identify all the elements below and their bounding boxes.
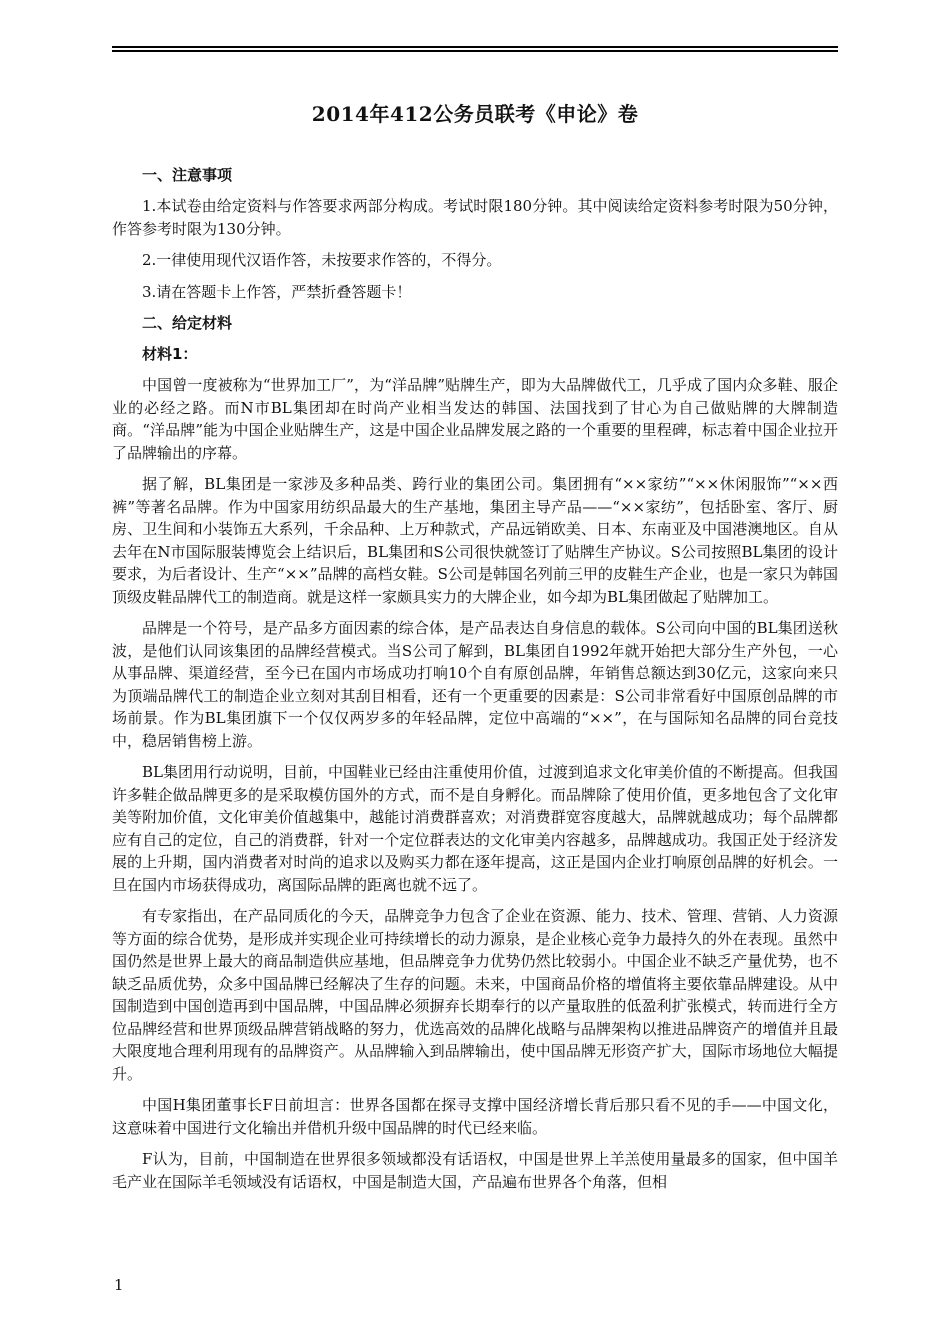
material-paragraph: 中国H集团董事长F日前坦言：世界各国都在探寻支撑中国经济增长背后那只看不见的手——中国文化，这意味着中国进行文化输出并借机升级中国品牌的时代已经来临。 [112,1096,838,1137]
document-title: 2014年412公务员联考《申论》卷 [311,102,639,126]
note-item: 1.本试卷由给定资料与作答要求两部分构成。考试时限180分钟。其中阅读给定资料参考时限为50分钟，作答参考时限为130分钟。 [112,197,838,238]
document-body [112,164,838,1202]
material-paragraph: 中国曾一度被称为“世界加工厂”，为“洋品牌”贴牌生产，即为大品牌做代工，几乎成了国内众多鞋、服企业的必经之路。而N市BL集团却在时尚产业相当发达的韩国、法国找到了甘心为自己做贴牌的大牌制造商。“洋品牌”能为中国企业贴牌生产，这是中国企业品牌发展之路的一个重要的里程碑，标志着中国企业拉开了品牌输出的序幕。 [112,376,838,462]
note-item: 2.一律使用现代汉语作答，未按要求作答的，不得分。 [142,251,502,269]
header-double-rule [112,46,838,52]
section-heading-notes: 一、注意事项 [142,166,233,184]
note-item: 3.请在答题卡上作答，严禁折叠答题卡！ [142,282,412,301]
material-paragraph: 有专家指出，在产品同质化的今天，品牌竞争力包含了企业在资源、能力、技术、管理、营销、人力资源等方面的综合优势，是形成并实现企业可持续增长的动力源泉，是企业核心竞争力最持久的外在表现。虽然中国仍然是世界上最大的商品制造供应基地，但品牌竞争力优势仍然比较弱小。中国企业不缺乏产量优势，也不缺乏品质优势，众多中国品牌已经解决了生存的问题。未来，中国商品价格的增值将主要依靠品牌建设。从中国制造到中国创造再到中国品牌，中国品牌必须摒弃长期奉行的以产量取胜的低盈利扩张模式，转而进行全方位品牌经营和世界顶级品牌营销战略的努力，优选高效的品牌化战略与品牌架构以推进品牌资产的增值并且最大限度地合理利用现有的品牌资产。从品牌输入到品牌输出，使中国品牌无形资产扩大，国际市场地位大幅提升。 [112,907,838,1083]
page-number: 1 [114,1276,124,1294]
material-label: 材料1： [142,345,198,363]
section-heading-materials: 二、给定材料 [142,314,233,332]
material-paragraph: BL集团用行动说明，目前，中国鞋业已经由注重使用价值，过渡到追求文化审美价值的不断提高。但我国许多鞋企做品牌更多的是采取模仿国外的方式，而不是自身孵化。而品牌除了使用价值，更多地包含了文化审美等附加价值，文化审美价值越集中，越能讨消费群喜欢；对消费群宽容度越大，品牌就越成功；每个品牌都应有自己的定位，自己的消费群，针对一个定位群表达的文化审美内容越多，品牌越成功。我国正处于经济发展的上升期，国内消费者对时尚的追求以及购买力都在逐年提高，这正是国内企业打响原创品牌的好机会。一旦在国内市场获得成功，离国际品牌的距离也就不远了。 [112,763,838,894]
material-paragraph: 品牌是一个符号，是产品多方面因素的综合体，是产品表达自身信息的载体。S公司向中国的BL集团送秋波，是他们认同该集团的品牌经营模式。当S公司了解到，BL集团自1992年就开始把大部分生产外包，一心从事品牌、渠道经营，至今已在国内市场成功打响10个自有原创品牌，年销售总额达到30亿元，这家向来只为顶端品牌代工的制造企业立刻对其刮目相看，还有一个更重要的因素是：S公司非常看好中国原创品牌的市场前景。作为BL集团旗下一个仅仅两岁多的年轻品牌，定位中高端的“××”，在与国际知名品牌的同台竞技中，稳居销售榜上游。 [112,619,838,750]
material-paragraph: F认为，目前，中国制造在世界很多领域都没有话语权，中国是世界上羊羔使用量最多的国家，但中国羊毛产业在国际羊毛领域没有话语权，中国是制造大国，产品遍布世界各个角落，但相 [112,1150,838,1191]
material-paragraph: 据了解，BL集团是一家涉及多种品类、跨行业的集团公司。集团拥有“××家纺”“××休闲服饰”“××西裤”等著名品牌。作为中国家用纺织品最大的生产基地，集团主导产品——“××家纺”，包括卧室、客厅、厨房、卫生间和小装饰五大系列，千余品种、上万种款式，产品远销欧美、日本、东南亚及中国港澳地区。自从去年在N市国际服装博览会上结识后，BL集团和S公司很快就签订了贴牌生产协议。S公司按照BL集团的设计要求，为后者设计、生产“××”品牌的高档女鞋。S公司是韩国名列前三甲的皮鞋生产企业，也是一家只为韩国顶级皮鞋品牌代工的制造商。就是这样一家颇具实力的大牌企业，如今却为BL集团做起了贴牌加工。 [112,475,838,606]
